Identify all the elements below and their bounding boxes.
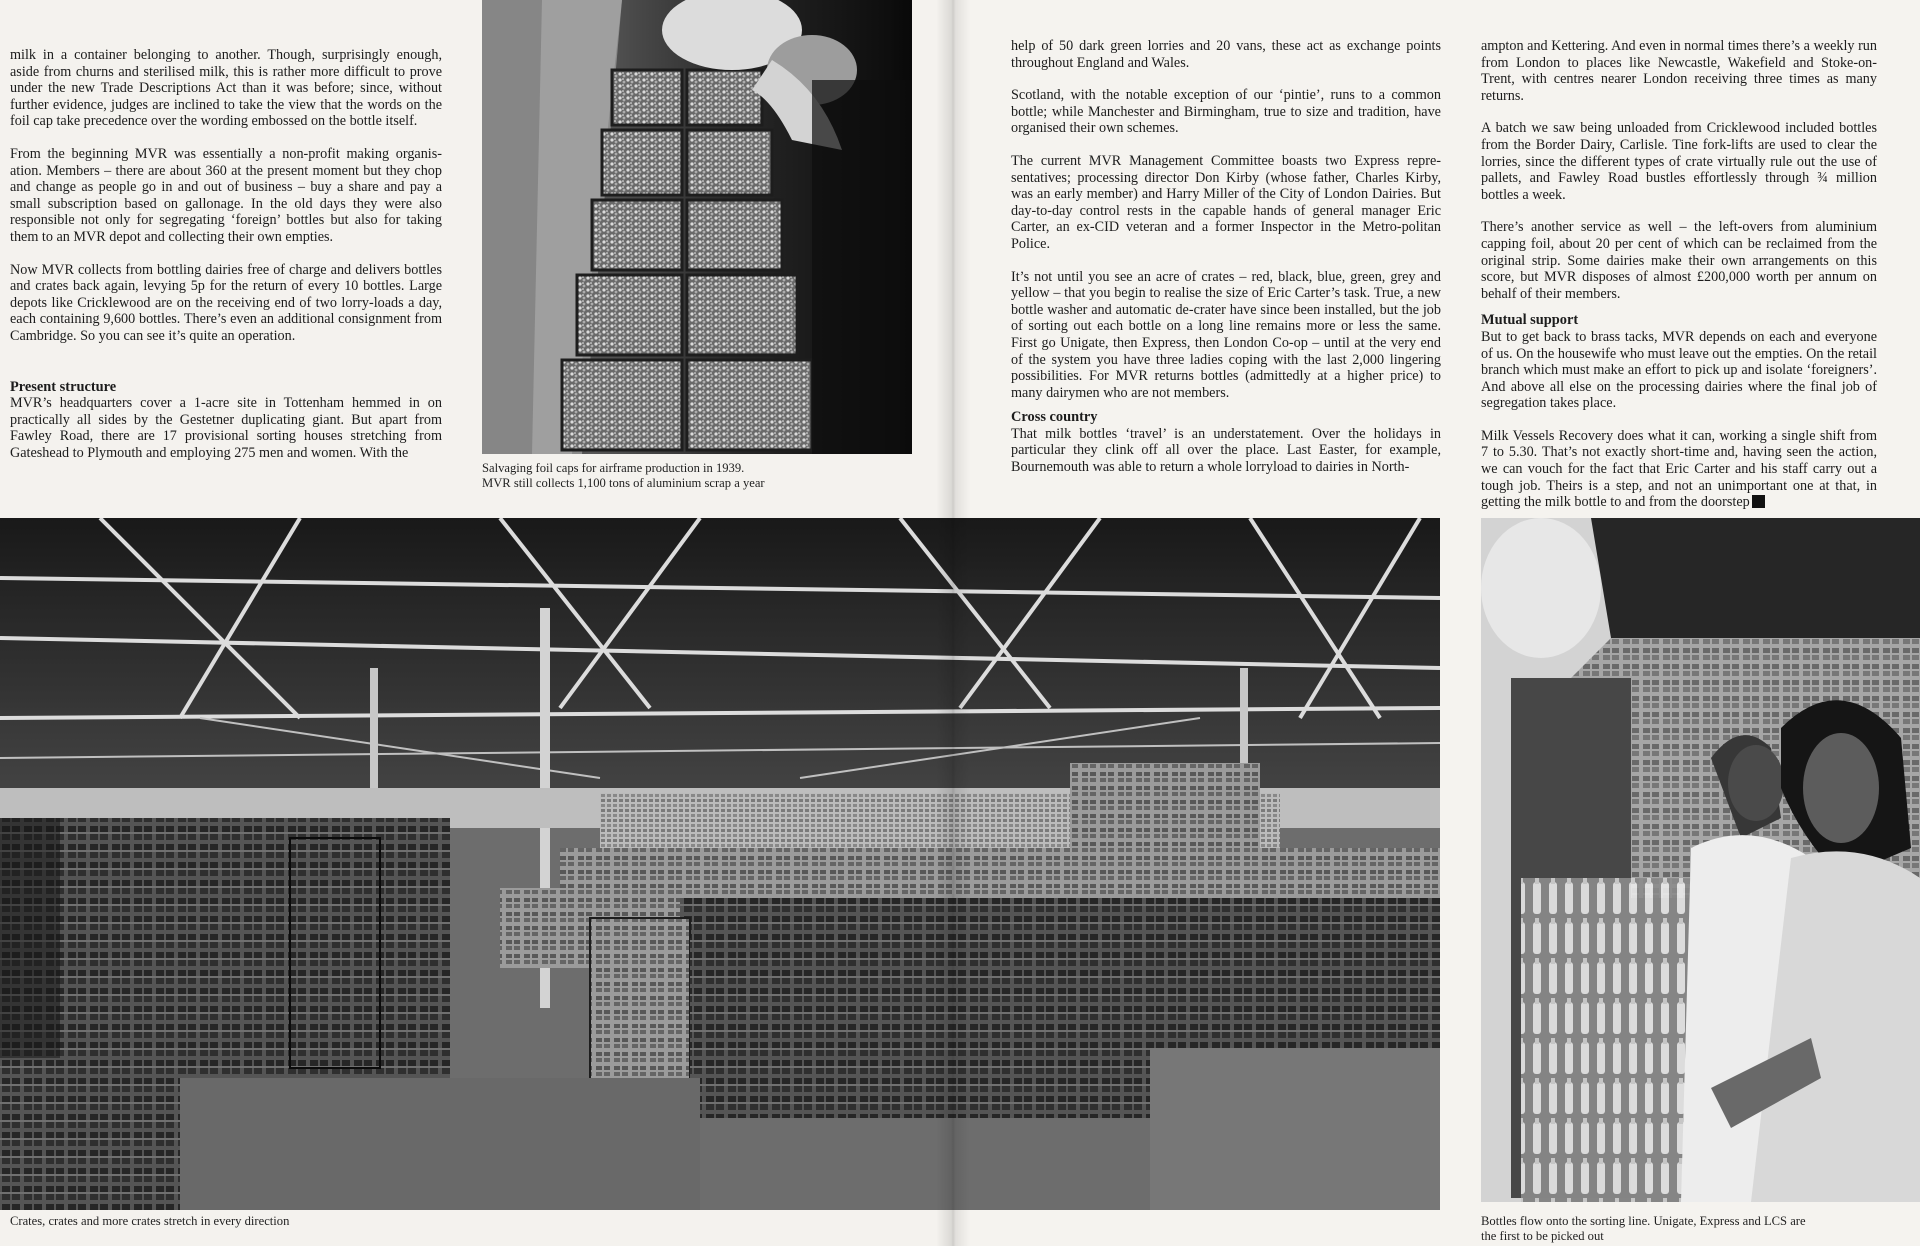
paragraph: ampton and Kettering. And even in normal times there’s a weekly run from London to places like Newcastle, Wakefield and Stoke-on-Trent, with centres nearer London receiving three times as many returns. [1481, 38, 1877, 104]
spine-gutter [936, 0, 970, 1246]
section-heading: Mutual support [1481, 312, 1579, 329]
paragraph: Scotland, with the notable exception of our ‘pintie’, runs to a common bottle; while Manchester and Birmingham, true to size and tradition, have organised their own schemes. [1011, 87, 1441, 137]
section-heading: Cross country [1011, 409, 1098, 426]
paragraph: help of 50 dark green lorries and 20 vans, these act as exchange points throughout England and Wales. [1011, 38, 1441, 71]
paragraph: It’s not until you see an acre of crates – red, black, blue, green, grey and yellow – that you begin to realise the size of Eric Carter’s task. True, a new bottle washer and automatic de-crater have since been installed, but the job of sorting out each bottle on a long line remains more or less the same. First go Unigate, then Express, then London Co-op – until at the very end of the system you have three ladies coping with the last 2,000 lingering possibilities. For MVR returns bottles (admittedly at a higher price) to many dairymen who are not members. [1011, 268, 1441, 401]
right-text-column-1 [1011, 38, 1441, 492]
right-text-column-2 [1481, 38, 1877, 527]
sorting-line-photo [1481, 518, 1920, 1202]
paragraph: But to get back to brass tacks, MVR depends on each and everyone of us. On the housewife who must leave out the empties. On the retail branch which must make an effort to pick up and isolate ‘foreigners’. And above all else on the processing dairies where the final job of segregation takes place. [1481, 328, 1877, 412]
paragraph: A batch we saw being unloaded from Cricklewood included bottles from the Border Dairy, Carlisle. Tine fork-lifts are used to clear the lorries, since the different types of crate virtually rule out the use of pallets, and Fawley Road bustles effortlessly through ¾ million bottles a week. [1481, 120, 1877, 203]
warehouse-caption: Crates, crates and more crates stretch in every direction [10, 1214, 290, 1228]
paragraph: Now MVR collects from bottling dairies free of charge and delivers bottles and crates back again, levying 5p for the return of every 10 bottles. Large depots like Cricklewood are on the receiving end of two lorry-loads a day, each containing 9,600 bottles. There’s even an additional consignment from Cambridge. So you can see it’s quite an operation. [10, 261, 442, 344]
paragraph: That milk bottles ‘travel’ is an understatement. Over the holidays in particular they clink off all over the place. Last Easter, for example, Bournemouth was able to return a whole lorryload to dairies in North- [1011, 425, 1441, 476]
paragraph: Milk Vessels Recovery does what it can, working a single shift from 7 to 5.30. That’s not exactly short-time and, having seen the action, we can vouch for the fact that Eric Carter and his staff carry out a tough job. Theirs is a step, and not an unimportant one at that, in getting the milk bottle to and from the doorstep [1481, 427, 1877, 511]
paragraph: There’s another service as well – the left-overs from aluminium capping foil, about 20 per cent of which can be reclaimed from the original strip. Some dairies make their own arrangements on this score, but MVR disposes of almost £200,000 worth per annum on behalf of their members. [1481, 219, 1877, 302]
foil-caps-photo [482, 0, 912, 454]
paragraph: From the beginning MVR was essentially a non-profit making organis-ation. Members – there are about 360 at the present moment but they chop and change as people go in and out of business – buy a share and pay a small subscription based on gallonage. In the old days they were also responsible not only for segregating ‘foreign’ bottles but also for taking them to an MVR depot and collecting their own empties. [10, 145, 442, 245]
foil-caps-caption: Salvaging foil caps for airframe production in 1939. MVR still collects 1,100 tons of aluminium scrap a year [482, 461, 765, 490]
paragraph: milk in a container belonging to another. Though, surprisingly enough, aside from churns and sterilised milk, this is rather more difficult to prove under the new Trade Descriptions Act than it was before; since, without further evidence, judges are inclined to take the view that the words on the foil cap take precedence over the wording embossed on the bottle itself. [10, 47, 442, 130]
warehouse-crates-photo [0, 518, 1440, 1210]
left-text-column [10, 47, 442, 477]
section-heading: Present structure [10, 378, 117, 395]
end-mark-icon [1752, 495, 1765, 508]
paragraph: MVR’s headquarters cover a 1-acre site in Tottenham hemmed in on practically all sides by the Gestetner duplicating giant. But apart from Fawley Road, there are 17 provisional sorting houses stretching from Gateshead to Plymouth and employing 275 men and women. With the [10, 395, 442, 461]
sorting-line-caption: Bottles flow onto the sorting line. Unigate, Express and LCS are the first to be picked out [1481, 1214, 1806, 1243]
paragraph: The current MVR Management Committee boasts two Express repre-sentatives; processing director Don Kirby (whose father, Charles Kirby, was an early member) and Harry Miller of the City of London Dairies. But day-to-day control rests in the capable hands of general manager Eric Carter, an ex-CID veteran and a former Inspector in the Metro-politan Police. [1011, 152, 1441, 252]
